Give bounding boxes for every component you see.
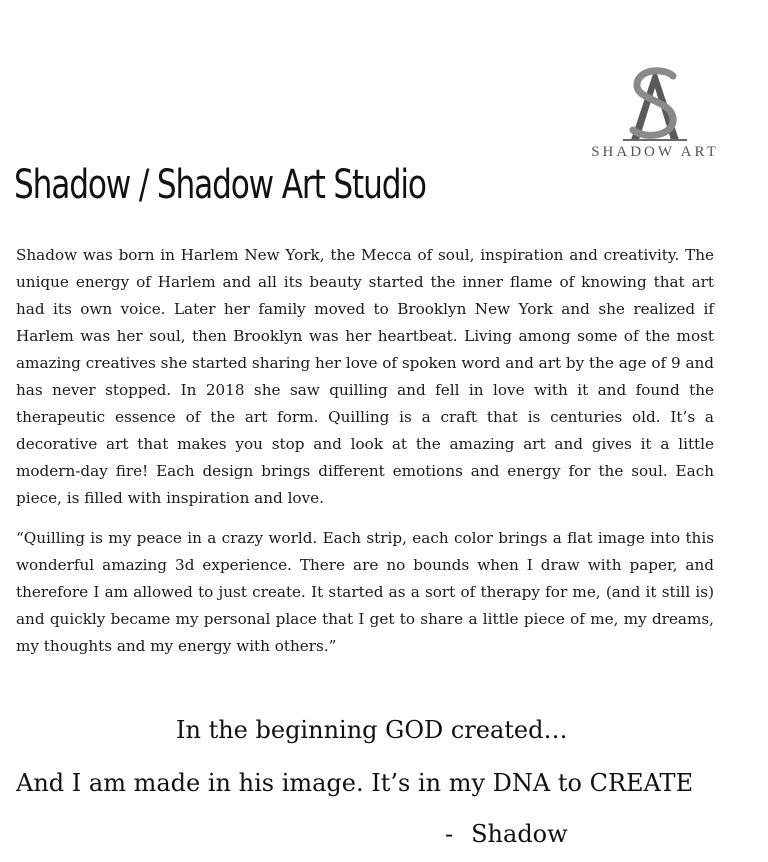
closing-quote-line-2: And I am made in his image. It’s in my DNA to CREATE [16,769,694,797]
closing-quote-line-1: In the beginning GOD created… [176,716,568,744]
attribution-dash: - [445,820,454,848]
sa-monogram-icon [615,66,695,142]
page-title: Shadow / Shadow Art Studio [14,162,426,208]
shadow-art-logo [580,66,730,166]
logo-text: SHADOW ART [591,144,719,160]
attribution-name: Shadow [471,820,568,848]
closing-attribution [445,820,568,848]
bio-paragraph: Shadow was born in Harlem New York, the Mecca of soul, inspiration and creativity. The unique energy of Harlem and all its beauty started the inner flame of knowing that art had its own voice. Later her family moved to Brooklyn New York and she realized if Harlem was her soul, then Brooklyn was her heartbeat. Living among some of the most amazing creatives she started sharing her love of spoken word and art by the age of 9 and has never stopped. In 2018 she saw quilling and fell in love with it and found the therapeutic essence of the art form. Quilling is a craft that is centuries old. It’s a decorative art that makes you stop and look at the amazing art and gives it a little modern-day fire! Each design brings different emotions and energy for the soul. Each piece, is filled with inspiration and love. [16,246,714,507]
quote-paragraph: “Quilling is my peace in a crazy world. Each strip, each color brings a flat image into this wonderful amazing 3d experience. There are no bounds when I draw with paper, and therefore I am allowed to just create. It started as a sort of therapy for me, (and it still is) and quickly became my personal place that I get to share a little piece of me, my dreams, my thoughts and my energy with others.” [16,529,714,655]
